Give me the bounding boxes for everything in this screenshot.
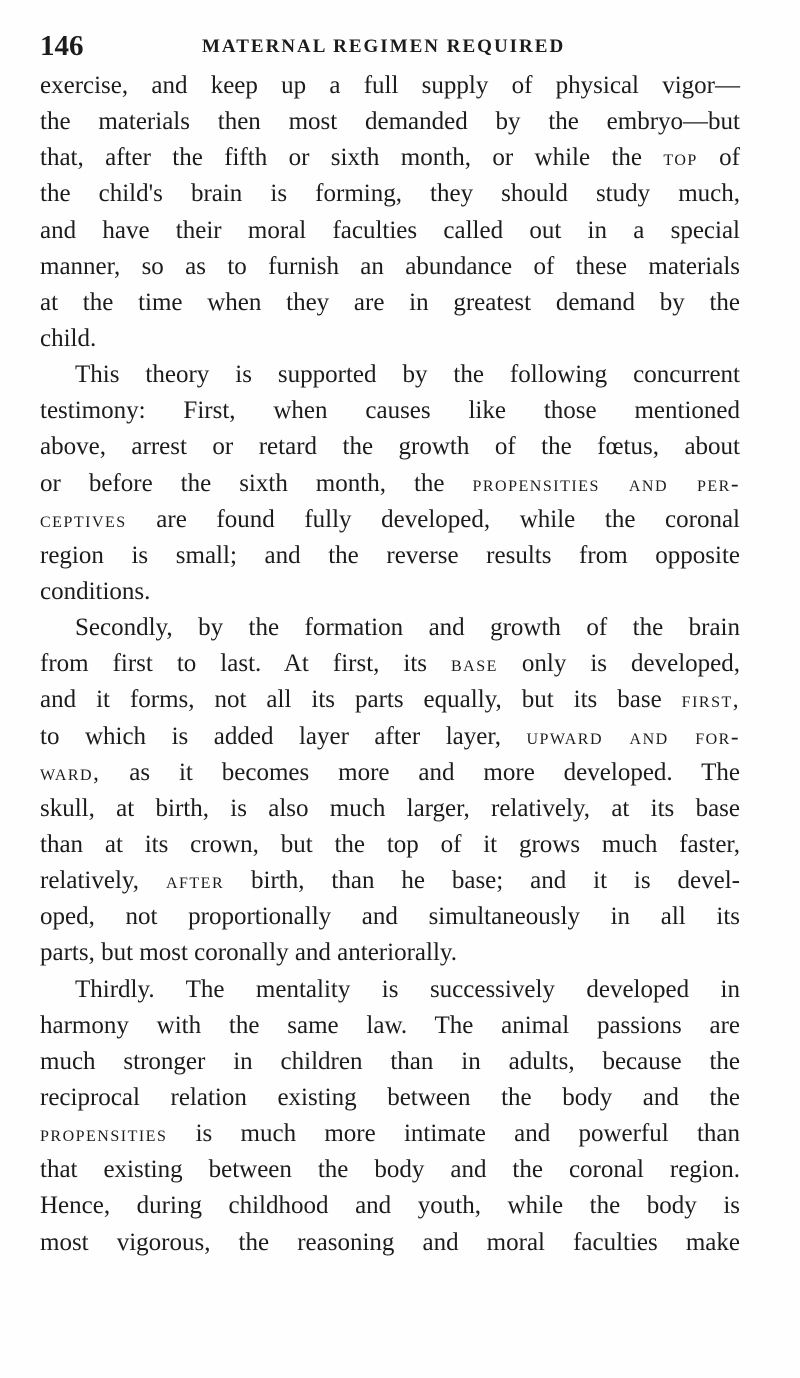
text-line [40,755,740,791]
text-line [40,213,740,249]
text-run: conditions. [40,577,151,605]
text-line [40,827,740,863]
text-run: and it forms, not all its parts equally, but its base [40,686,682,714]
text-line [40,791,740,827]
text-line [40,502,740,538]
text-run: to which is added layer after layer, [40,722,527,750]
text-run: most vigorous, the reasoning and moral faculties make [40,1228,740,1256]
text-line [40,357,740,393]
text-line [40,1044,740,1080]
small-caps-phrase: ceptives [40,506,127,532]
text-run: the child's brain is forming, they should study much, [40,180,740,208]
text-line [40,429,740,465]
text-run: region is small; and the reverse results from opposite [40,541,740,569]
text-run: above, arrest or retard the growth of the fœtus, about [40,433,740,461]
text-line [40,176,740,212]
page-number: 146 [40,30,84,62]
text-line [40,466,740,502]
text-run: the materials then most demanded by the embryo—but [40,108,740,136]
text-line [40,68,740,104]
text-run: as it becomes more and more developed. The [100,758,740,786]
text-run: manner, so as to furnish an abundance of these materials [40,252,740,280]
text-run: is much more intimate and powerful than [167,1120,740,1148]
text-run: relatively, [40,867,166,895]
text-run: are found fully developed, while the coronal [126,505,740,533]
small-caps-phrase: after [165,868,225,894]
text-run: skull, at birth, is also much larger, relatively, at its base [40,794,740,822]
text-run: and have their moral faculties called out in a special [40,216,740,244]
text-line [40,538,740,574]
small-caps-phrase: base [451,651,498,677]
text-line [40,1152,740,1188]
text-line [40,610,740,646]
text-run: oped, not proportionally and simultaneously in all its [40,903,740,931]
text-line [40,1116,740,1152]
text-line [40,1188,740,1224]
text-line [40,104,740,140]
text-run: from first to last. At first, its [40,650,451,678]
text-line [40,249,740,285]
text-run: testimony: First, when causes like those mentioned [40,397,740,425]
text-run: harmony with the same law. The animal passions are [40,1011,740,1039]
small-caps-phrase: top [663,145,698,171]
text-line [40,393,740,429]
text-run: reciprocal relation existing between the body and the [40,1083,740,1111]
text-run: much stronger in children than in adults, because the [40,1047,740,1075]
text-line [40,899,740,935]
text-line [40,321,740,357]
text-line [40,1080,740,1116]
text-line [40,140,740,176]
text-line [40,863,740,899]
text-line [40,682,740,718]
text-run: that, after the fifth or sixth month, or while the [40,144,664,172]
text-run: Secondly, by the formation and growth of the brain [75,614,740,642]
small-caps-phrase: ward, [40,759,101,785]
small-caps-phrase: propensities and per- [472,470,740,496]
text-run: only is developed, [497,650,740,678]
text-line [40,935,740,971]
text-line [40,719,740,755]
text-line [40,1225,740,1261]
text-run: that existing between the body and the coronal region. [40,1156,740,1184]
text-line [40,1008,740,1044]
text-run: of [697,144,740,172]
running-head [40,30,740,70]
text-line [40,574,740,610]
small-caps-phrase: first, [681,687,740,713]
text-line [40,646,740,682]
small-caps-phrase: upward and for- [526,723,741,749]
text-run: at the time when they are in greatest demand by the [40,288,740,316]
text-run: or before the sixth month, the [40,469,473,497]
running-head-title: MATERNAL REGIMEN REQUIRED [202,36,566,57]
text-run: parts, but most coronally and anteriorally. [40,939,458,967]
text-line [40,972,740,1008]
text-run: exercise, and keep up a full supply of physical vigor— [40,72,740,99]
text-run: Thirdly. The mentality is successively developed in [75,975,740,1003]
text-run: This theory is supported by the following concurrent [75,361,740,389]
text-run: child. [40,324,97,352]
small-caps-phrase: propensities [40,1121,168,1147]
body-text [40,68,740,1261]
text-run: Hence, during childhood and youth, while the body is [40,1192,740,1220]
text-run: birth, than he base; and it is devel- [224,867,740,895]
text-run: than at its crown, but the top of it grows much faster, [40,830,740,858]
text-line [40,285,740,321]
